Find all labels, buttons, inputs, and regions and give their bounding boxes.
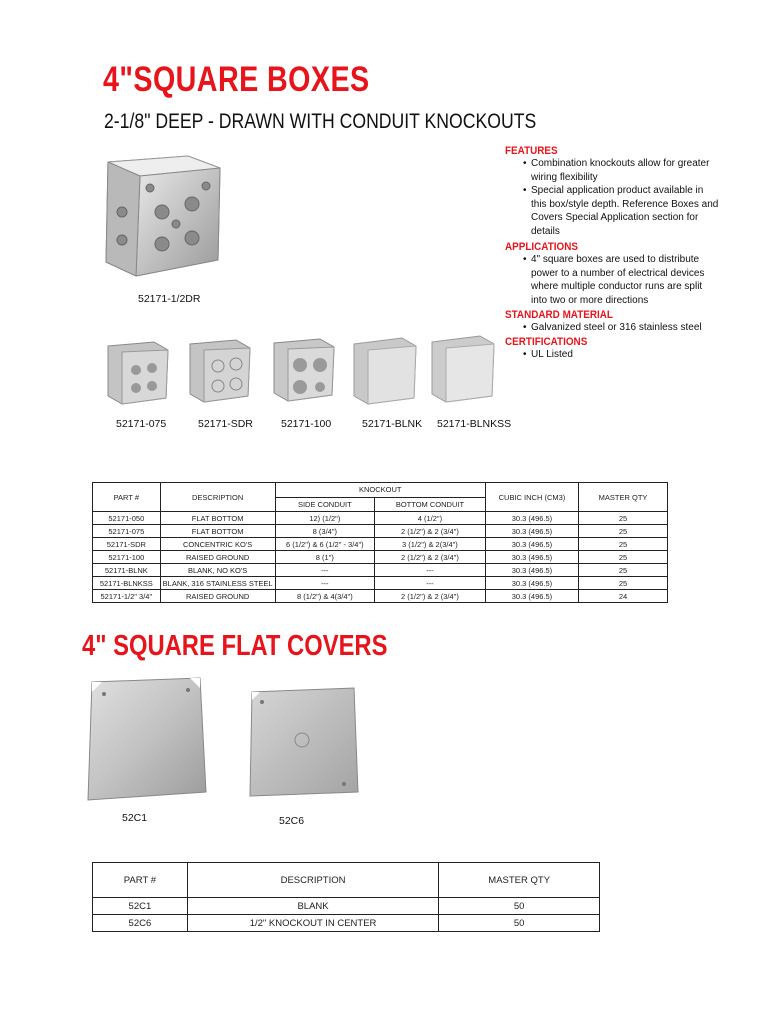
cell: BLANK: [187, 898, 439, 915]
box-image-100: [270, 335, 338, 403]
cell: FLAT BOTTOM: [160, 525, 275, 538]
cell: 52171-SDR: [93, 538, 161, 551]
caption-52c1: 52C1: [122, 812, 148, 824]
cell: 2 (1/2") & 2 (3/4"): [375, 525, 486, 538]
cell: 52C6: [93, 915, 188, 932]
table-header-row: [93, 863, 600, 898]
cell: 30.3 (496.5): [485, 577, 578, 590]
table-row: [93, 577, 668, 590]
cell: 8 (3/4"): [275, 525, 374, 538]
cell: 24: [579, 590, 668, 603]
info-panel: [505, 145, 720, 361]
cell: ---: [275, 564, 374, 577]
caption-100: 52171-100: [281, 418, 332, 430]
header-master-qty: MASTER QTY: [439, 863, 600, 898]
cell: BLANK, 316 STAINLESS STEEL: [160, 577, 275, 590]
cell: 25: [579, 538, 668, 551]
caption-075: 52171-075: [116, 418, 167, 430]
table-row: [93, 898, 600, 915]
cell: RAISED GROUND: [160, 551, 275, 564]
certifications-list: [523, 348, 720, 362]
cell: 52171-1/2" 3/4": [93, 590, 161, 603]
cell: 25: [579, 525, 668, 538]
cell: 30.3 (496.5): [485, 525, 578, 538]
table-header-row: [93, 483, 668, 498]
covers-title: 4" SQUARE FLAT COVERS: [82, 630, 388, 662]
cell: 25: [579, 551, 668, 564]
cell: 30.3 (496.5): [485, 512, 578, 525]
cell: 6 (1/2") & 6 (1/2" - 3/4"): [275, 538, 374, 551]
box-image-sdr: [186, 336, 254, 404]
cell: 52171-BLNK: [93, 564, 161, 577]
cell: 12) (1/2"): [275, 512, 374, 525]
cell: 25: [579, 512, 668, 525]
cell: 4 (1/2"): [375, 512, 486, 525]
cell: 52171-100: [93, 551, 161, 564]
header-bottom-conduit: BOTTOM CONDUIT: [375, 497, 486, 512]
cell: 30.3 (496.5): [485, 590, 578, 603]
box-image-075: [104, 338, 172, 406]
applications-heading: APPLICATIONS: [505, 241, 578, 253]
cell: ---: [375, 577, 486, 590]
features-heading: FEATURES: [505, 145, 558, 157]
cell: RAISED GROUND: [160, 590, 275, 603]
cell: 30.3 (496.5): [485, 551, 578, 564]
cell: 50: [439, 898, 600, 915]
material-list: [523, 321, 720, 335]
header-cubic-inch: CUBIC INCH (CM3): [485, 483, 578, 512]
box-image-blnkss: [428, 332, 498, 404]
cell: 25: [579, 564, 668, 577]
header-description: DESCRIPTION: [187, 863, 439, 898]
header-part: PART #: [93, 863, 188, 898]
applications-list: [523, 253, 720, 307]
cell: 30.3 (496.5): [485, 564, 578, 577]
cell: 52C1: [93, 898, 188, 915]
main-box-image: [100, 152, 225, 282]
cell: 30.3 (496.5): [485, 538, 578, 551]
cell: FLAT BOTTOM: [160, 512, 275, 525]
cell: 52171-075: [93, 525, 161, 538]
cell: 8 (1"): [275, 551, 374, 564]
features-list: [523, 157, 720, 238]
box-image-blnk: [350, 334, 420, 406]
main-product-caption: 52171-1/2DR: [138, 293, 201, 305]
caption-blnkss: 52171-BLNKSS: [437, 418, 512, 430]
header-part: PART #: [93, 483, 161, 512]
table-row: [93, 915, 600, 932]
cover-image-52c1: [82, 674, 210, 804]
page-title: 4"SQUARE BOXES: [103, 60, 370, 99]
cell: 50: [439, 915, 600, 932]
cell: 52171-050: [93, 512, 161, 525]
table-row: [93, 564, 668, 577]
header-description: DESCRIPTION: [160, 483, 275, 512]
cell: 2 (1/2") & 2 (3/4"): [375, 551, 486, 564]
caption-52c6: 52C6: [279, 815, 305, 827]
table-row: [93, 525, 668, 538]
list-item: • Special application product available in this box/style depth. Reference Boxes and Covers Special Application section for details: [523, 184, 720, 238]
list-item: • Combination knockouts allow for greater wiring flexibility: [523, 157, 720, 184]
list-item: • Galvanized steel or 316 stainless steel: [523, 321, 720, 335]
cell: ---: [375, 564, 486, 577]
covers-table: [92, 862, 600, 932]
table-row: [93, 512, 668, 525]
cell: 25: [579, 577, 668, 590]
list-item: • UL Listed: [523, 348, 720, 362]
cell: 2 (1/2") & 2 (3/4"): [375, 590, 486, 603]
boxes-table: [92, 482, 668, 603]
header-master-qty: MASTER QTY: [579, 483, 668, 512]
cell: ---: [275, 577, 374, 590]
list-item: • 4" square boxes are used to distribute power to a number of electrical devices where multiple conductor runs are split into two or more directions: [523, 253, 720, 307]
caption-blnk: 52171-BLNK: [362, 418, 423, 430]
header-side-conduit: SIDE CONDUIT: [275, 497, 374, 512]
cell: 1/2" KNOCKOUT IN CENTER: [187, 915, 439, 932]
cover-image-52c6: [246, 684, 362, 800]
page-subtitle: 2-1/8" DEEP - DRAWN WITH CONDUIT KNOCKOUTS: [104, 110, 537, 133]
cell: 52171-BLNKSS: [93, 577, 161, 590]
material-heading: STANDARD MATERIAL: [505, 309, 613, 321]
cell: 3 (1/2") & 2(3/4"): [375, 538, 486, 551]
caption-sdr: 52171-SDR: [198, 418, 253, 430]
cell: BLANK, NO KO'S: [160, 564, 275, 577]
cell: 8 (1/2") & 4(3/4"): [275, 590, 374, 603]
cell: CONCENTRIC KO'S: [160, 538, 275, 551]
table-row: [93, 551, 668, 564]
table-row: [93, 538, 668, 551]
table-row: [93, 590, 668, 603]
header-knockout: KNOCKOUT: [275, 483, 485, 498]
certifications-heading: CERTIFICATIONS: [505, 335, 588, 348]
